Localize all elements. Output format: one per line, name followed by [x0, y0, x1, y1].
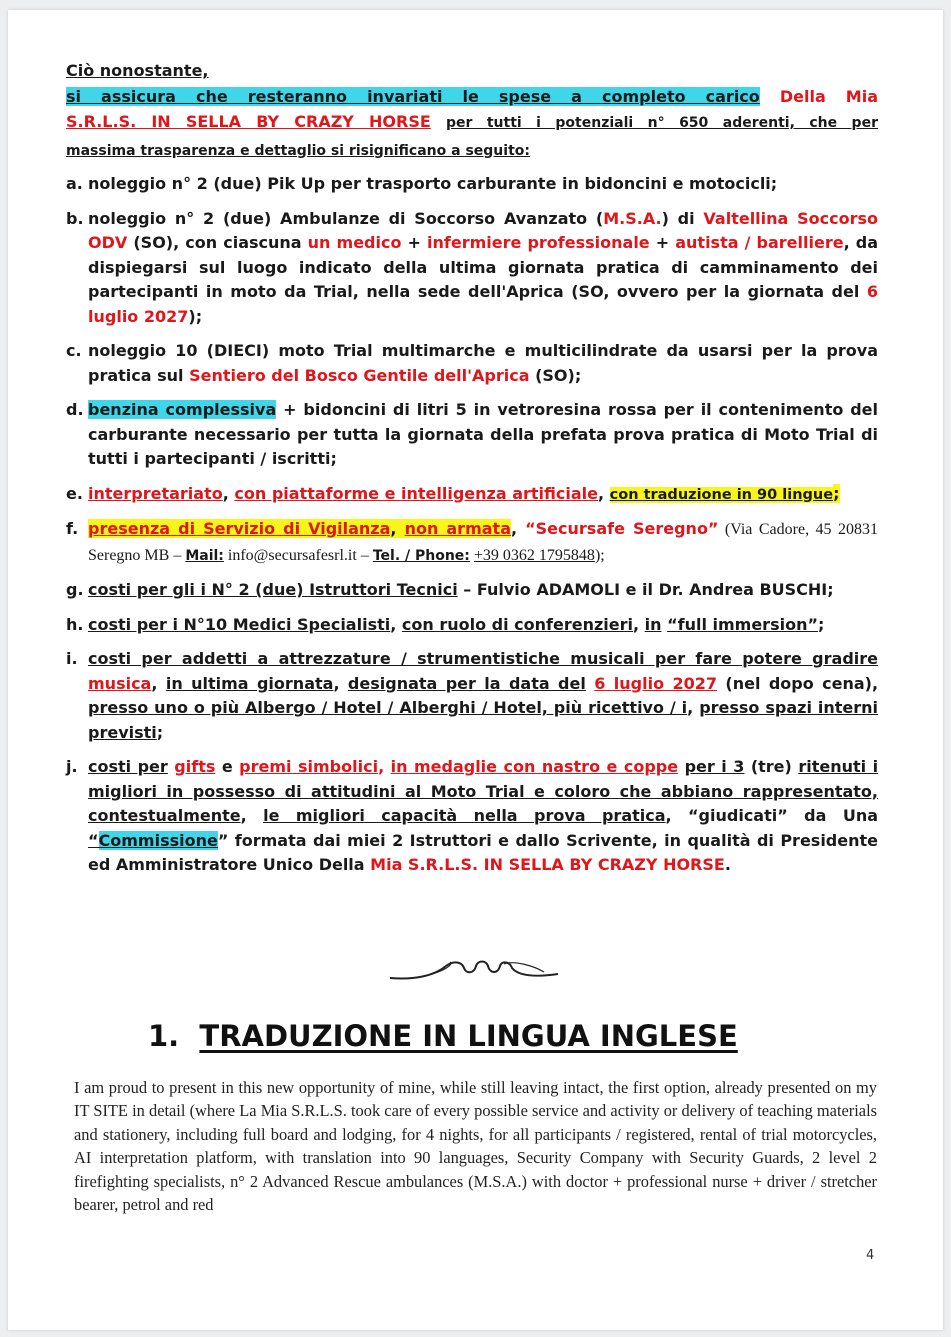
intro-line-2: si assicura che resteranno invariati le spese a completo carico Della Mia [66, 86, 879, 106]
intro-line-4: massima trasparenza e dettaglio si risignificano a seguito: [66, 142, 530, 159]
list-item-i: i. costi per addetti a attrezzature / strumentistiche musicali per fare potere gradire musica, in ultima giornata, designata per la data del 6 luglio 2027 (nel dopo cena), presso uno o più Albergo / Hotel / Alberghi / Hotel, più ricettivo / i, presso spazi interni previsti; [66, 649, 879, 742]
list-item-f: f. presenza di Servizio di Vigilanza, non armata, “Secursafe Seregno” (Via Cadore, 45 20831 Seregno MB – Mail: info@secursafesrl.it – Tel. / Phone: +39 0362 1795848); [66, 519, 879, 564]
intro-line-1: Ciò nonostante, [66, 61, 209, 80]
cost-list [66, 172, 878, 878]
list-item-h: h. costi per i N°10 Medici Specialisti, con ruolo di conferenzieri, in “full immersion”; [66, 614, 825, 634]
intro-line-3: S.R.L.S. IN SELLA BY CRAZY HORSE per tutti i potenziali n° 650 aderenti, che per [66, 112, 878, 131]
english-paragraph: I am proud to present in this new opportunity of mine, while still leaving intact, the first option, already presented on my IT SITE in detail (where La Mia S.R.L.S. took care of every possible service and activity or delivery of teaching materials and stationery, including full board and lodging, for 4 nights, for all participants / registered, rental of trial motorcycles, AI interpretation platform, with translation into 90 languages, Security Company with Security Guards, 2 level 2 firefighting specialists, n° 2 Advanced Rescue ambulances (M.S.A.) with doctor + professional nurse + driver / stretcher bearer, petrol and red [74, 1078, 877, 1215]
document-content [66, 58, 878, 888]
list-item-b: b. noleggio n° 2 (due) Ambulanze di Soccorso Avanzato (M.S.A.) di Valtellina Soccorso ODV (SO), con ciascuna un medico + infermiere professionale + autista / barelliere, da dispiegarsi sul luogo indicato della ultima giornata pratica di camminamento dei partecipanti in moto da Trial, nella sede dell'Aprica (SO, ovvero per la giornata del 6 luglio 2027); [66, 208, 878, 326]
list-item-j: j. costi per gifts e premi simbolici, in medaglie con nastro e coppe per i 3 (tre) ritenuti i migliori in possesso di attitudini al Moto Trial e coloro che abbiano rappresentato, contestualmente, le migliori capacità nella prova pratica, “giudicati” da Una “Commissione” formata dai miei 2 Istruttori e dallo Scrivente, in qualità di Presidente ed Amministratore Unico Della Mia S.R.L.S. IN SELLA BY CRAZY HORSE. [66, 757, 879, 874]
ornament-divider-icon [384, 952, 564, 992]
section-heading: 1. TRADUZIONE IN LINGUA INGLESE [148, 1019, 738, 1053]
list-item-c: c. noleggio 10 (DIECI) moto Trial multimarche e multicilindrate da usarsi per la prova pratica sul Sentiero del Bosco Gentile dell'Aprica (SO); [66, 341, 878, 385]
list-item-d: d. benzina complessiva + bidoncini di litri 5 in vetroresina rossa per il contenimento del carburante necessario per tutta la giornata della prefata prova pratica di Moto Trial di tutti i partecipanti / iscritti; [66, 400, 879, 468]
list-item-e: e. interpretariato, con piattaforme e intelligenza artificiale, con traduzione in 90 lingue; [66, 483, 840, 503]
list-item-a: a. noleggio n° 2 (due) Pik Up per trasporto carburante in bidoncini e motocicli; [66, 174, 778, 193]
page-number: 4 [866, 1248, 875, 1263]
list-item-g: g. costi per gli i N° 2 (due) Istruttori Tecnici – Fulvio ADAMOLI e il Dr. Andrea BUSCHI; [66, 580, 834, 599]
intro-block [66, 58, 878, 164]
